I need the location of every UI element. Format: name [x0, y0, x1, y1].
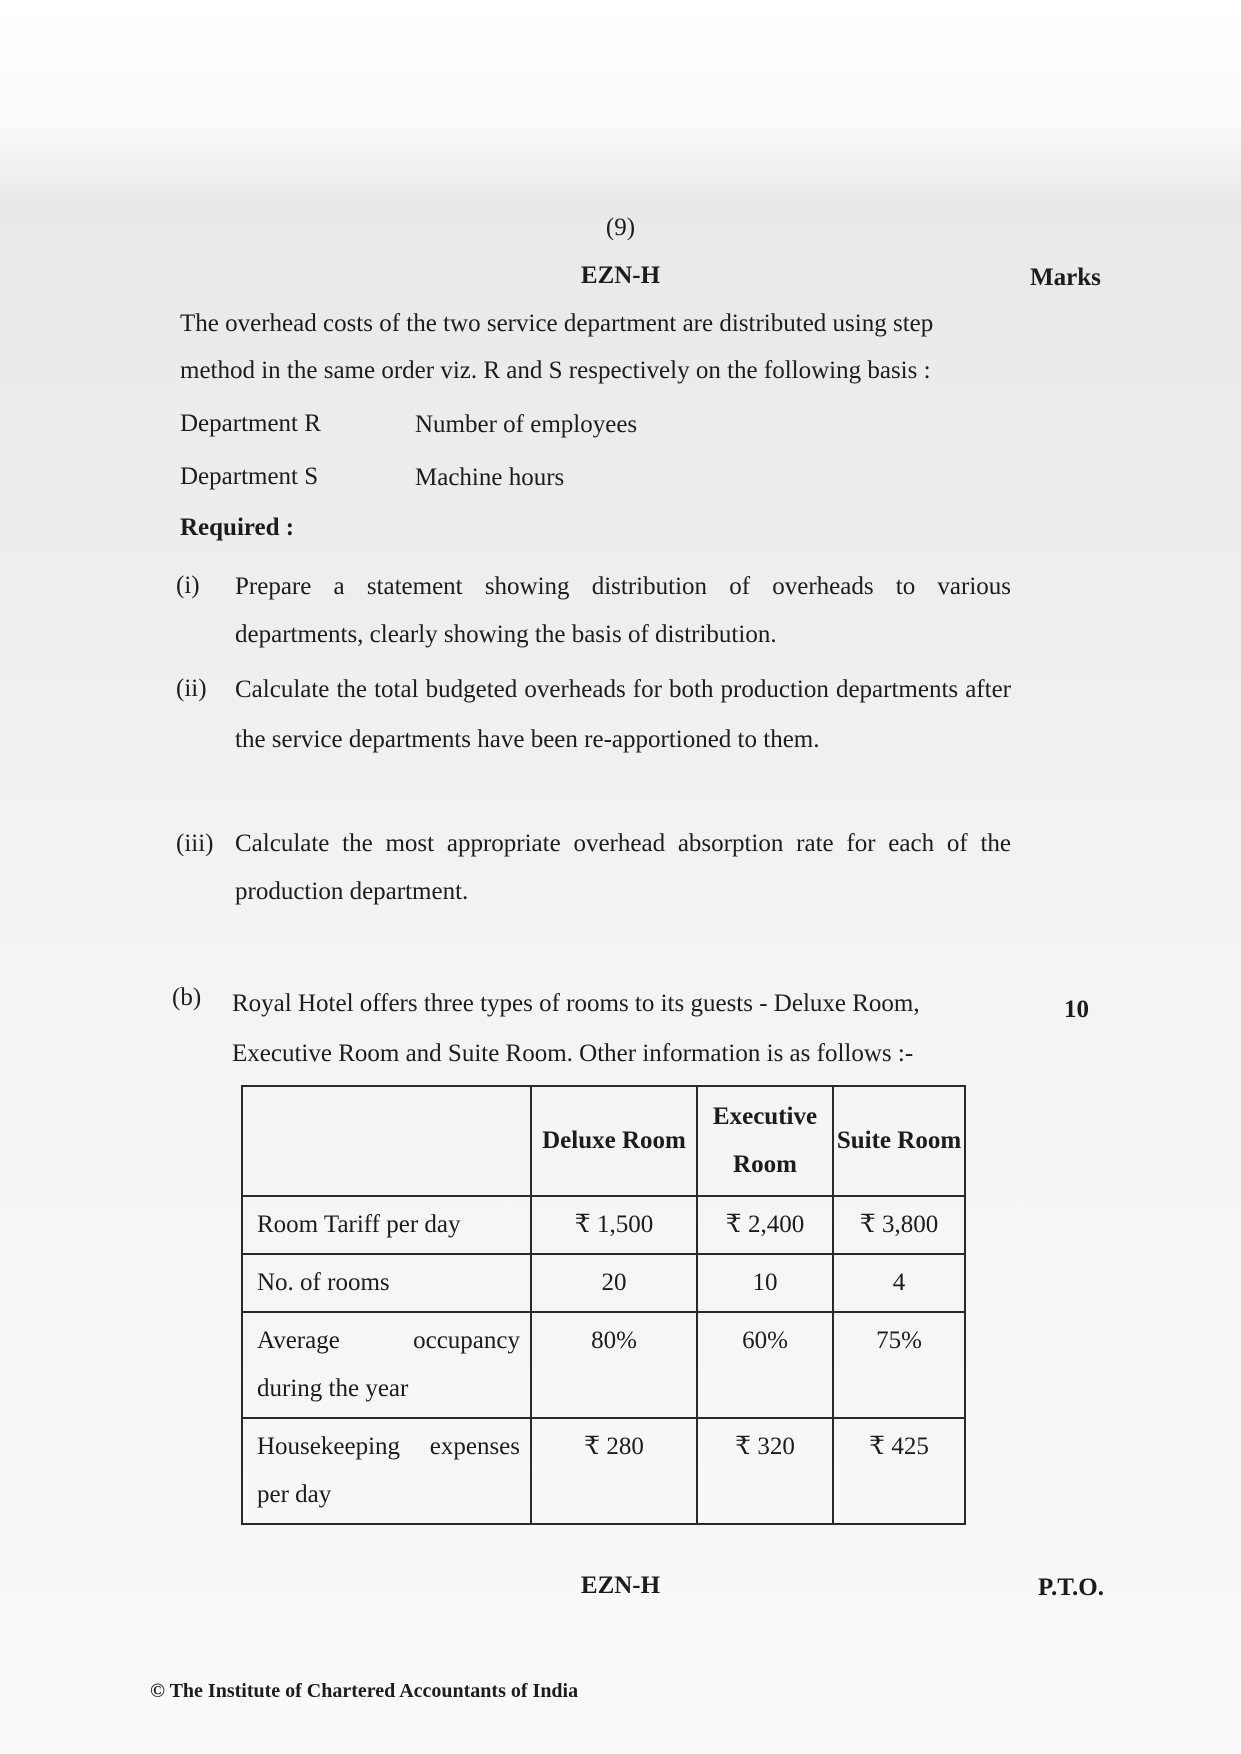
row-label-text: Average — [257, 1327, 340, 1354]
department-r-label: Department R — [180, 410, 321, 437]
table-row — [242, 1196, 965, 1254]
paper-code-header: EZN-H — [580, 262, 661, 289]
table-row — [242, 1312, 965, 1418]
table-header-suite: Suite Room — [833, 1086, 965, 1196]
table-cell: 80% — [531, 1312, 697, 1418]
table-cell: 10 — [697, 1254, 833, 1312]
requirement-number: (i) — [176, 572, 200, 599]
intro-line-1: The overhead costs of the two service department are distributed using step — [180, 310, 934, 337]
requirement-text: Calculate the total budgeted overheads for both production departments after the service departments have been re-apportioned to them. — [235, 676, 1011, 753]
row-label-line — [257, 1423, 520, 1471]
row-label-text: No. of rooms — [257, 1269, 390, 1296]
copyright-notice: © The Institute of Chartered Accountants of India — [150, 1680, 579, 1702]
table-header-row — [242, 1086, 965, 1196]
table-cell: ₹ 2,400 — [697, 1196, 833, 1254]
question-b-marks: 10 — [1064, 996, 1089, 1023]
paper-code-footer: EZN-H — [580, 1572, 661, 1599]
table-cell: ₹ 3,800 — [833, 1196, 965, 1254]
requirement-number: (ii) — [176, 675, 207, 702]
table-corner-cell — [242, 1086, 531, 1196]
department-r-basis: Number of employees — [415, 411, 638, 438]
table-cell: ₹ 1,500 — [531, 1196, 697, 1254]
department-s-label: Department S — [180, 463, 319, 490]
row-label — [242, 1196, 531, 1254]
page-number: (9) — [605, 214, 636, 241]
table-cell: ₹ 320 — [697, 1418, 833, 1524]
table-cell: 20 — [531, 1254, 697, 1312]
row-label-text: per day — [257, 1481, 332, 1508]
table-cell: 60% — [697, 1312, 833, 1418]
table-cell: 75% — [833, 1312, 965, 1418]
row-label — [242, 1418, 531, 1524]
row-label-text: Room Tariff per day — [257, 1211, 461, 1238]
row-label — [242, 1254, 531, 1312]
room-info-table — [241, 1085, 966, 1525]
question-b-label: (b) — [172, 984, 202, 1011]
table-cell: ₹ 425 — [833, 1418, 965, 1524]
department-s-basis: Machine hours — [415, 464, 565, 491]
pto-label: P.T.O. — [1038, 1574, 1104, 1601]
required-heading: Required : — [180, 514, 295, 541]
requirement-text: Prepare a statement showing distribution of overheads to various departments, clearly showing the basis of distribution. — [235, 573, 1011, 648]
row-label-text: Housekeeping — [257, 1433, 401, 1460]
row-label-text: expenses — [429, 1433, 520, 1460]
intro-line-2: method in the same order viz. R and S respectively on the following basis : — [180, 357, 931, 384]
table-header-deluxe: Deluxe Room — [531, 1086, 697, 1196]
question-b-text: Royal Hotel offers three types of rooms to its guests - Deluxe Room, Executive Room and Suite Room. Other information is as follows :- — [232, 990, 920, 1067]
requirement-text: Calculate the most appropriate overhead absorption rate for each of the production department. — [235, 830, 1011, 905]
row-label-text: occupancy — [413, 1327, 520, 1354]
table-cell: 4 — [833, 1254, 965, 1312]
row-label — [242, 1312, 531, 1418]
table-row — [242, 1418, 965, 1524]
table-cell: ₹ 280 — [531, 1418, 697, 1524]
table-header-executive: Executive Room — [697, 1086, 833, 1196]
requirement-number: (iii) — [176, 830, 214, 857]
row-label-line — [257, 1317, 520, 1365]
table-row — [242, 1254, 965, 1312]
marks-column-heading: Marks — [1030, 264, 1101, 291]
row-label-text: during the year — [257, 1375, 409, 1402]
